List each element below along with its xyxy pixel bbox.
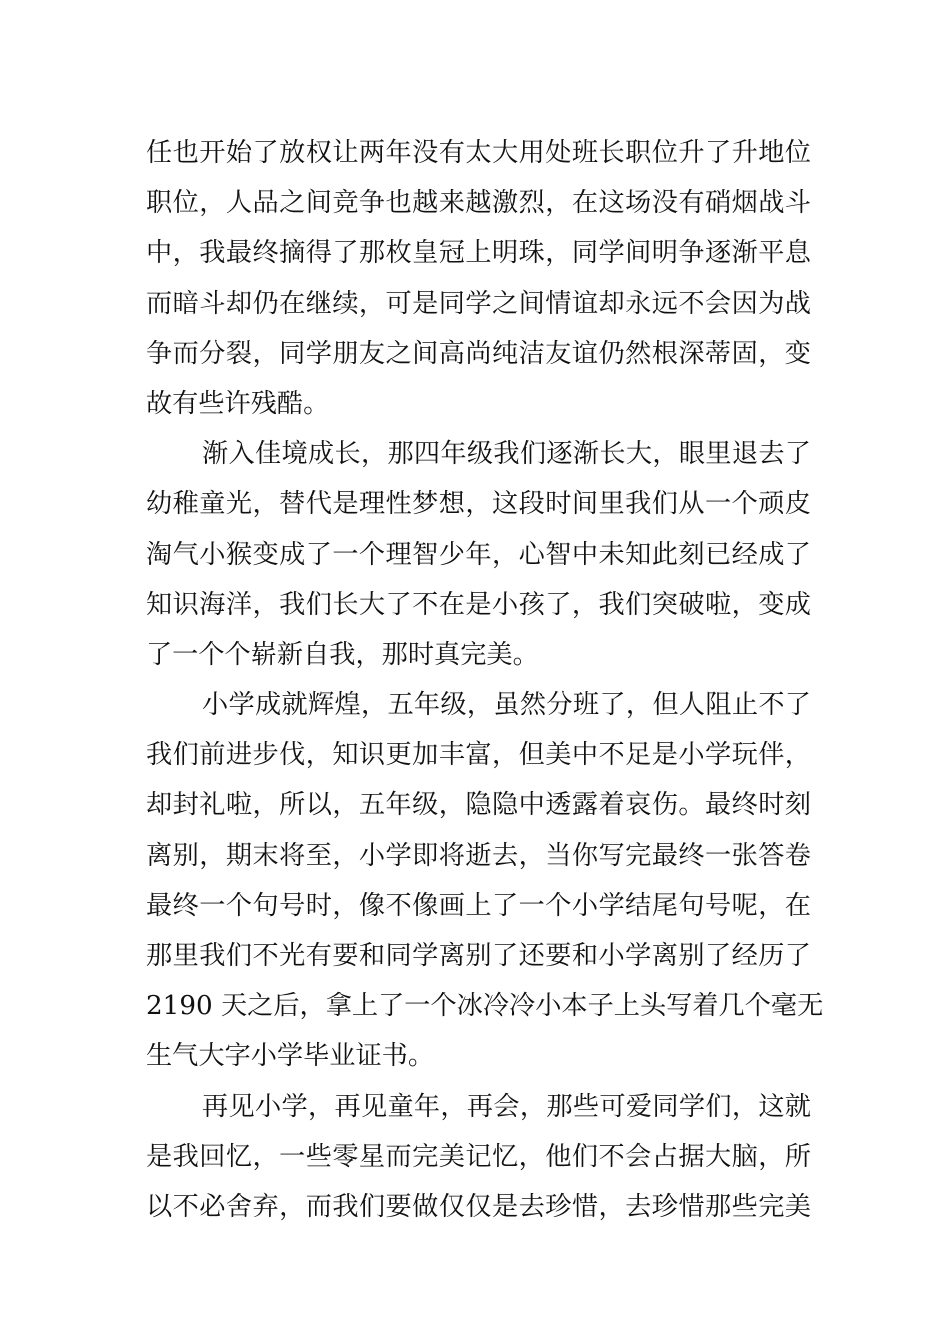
paragraph-1	[146, 128, 811, 429]
text-line: 却封礼啦，所以，五年级，隐隐中透露着哀伤。最终时刻	[146, 790, 811, 821]
paragraph-4	[146, 1082, 811, 1233]
text-line: 淘气小猴变成了一个理智少年，心智中未知此刻已经成了	[146, 539, 811, 570]
text-line: 小学成就辉煌，五年级，虽然分班了，但人阻止不了	[202, 690, 811, 721]
text-line: 了一个个崭新自我，那时真完美。	[146, 639, 539, 670]
text-line: 以不必舍弃，而我们要做仅仅是去珍惜，去珍惜那些完美	[146, 1191, 811, 1222]
text-line: 我们前进步伐，知识更加丰富，但美中不足是小学玩伴，	[146, 740, 811, 771]
text-line: 2190 天之后，拿上了一个冰冷冷小本子上头写着几个毫无	[146, 991, 824, 1022]
paragraph-2	[146, 429, 811, 680]
text-line: 职位，人品之间竞争也越来越激烈，在这场没有硝烟战斗	[146, 188, 811, 219]
document-page	[146, 128, 824, 1232]
text-line: 知识海洋，我们长大了不在是小孩了，我们突破啦，变成	[146, 589, 811, 620]
paragraph-3	[146, 680, 824, 1082]
text-line: 离别，期末将至，小学即将逝去，当你写完最终一张答卷	[146, 840, 811, 871]
text-line: 任也开始了放权让两年没有太大用处班长职位升了升地位	[146, 138, 811, 168]
text-line: 渐入佳境成长，那四年级我们逐渐长大，眼里退去了	[202, 439, 811, 470]
text-line: 是我回忆，一些零星而完美记忆，他们不会占据大脑，所	[146, 1141, 811, 1172]
text-line: 争而分裂，同学朋友之间高尚纯洁友谊仍然根深蒂固，变	[146, 338, 811, 369]
text-line: 中，我最终摘得了那枚皇冠上明珠，同学间明争逐渐平息	[146, 238, 811, 269]
text-line: 那里我们不光有要和同学离别了还要和小学离别了经历了	[146, 941, 811, 971]
text-line: 幼稚童光，替代是理性梦想，这段时间里我们从一个顽皮	[146, 489, 811, 520]
text-line: 故有些许残酷。	[146, 388, 330, 419]
text-line: 再见小学，再见童年，再会，那些可爱同学们，这就	[202, 1091, 811, 1122]
text-line: 生气大字小学毕业证书。	[146, 1041, 435, 1072]
text-line: 最终一个句号时，像不像画上了一个小学结尾句号呢，在	[146, 890, 811, 921]
text-line: 而暗斗却仍在继续，可是同学之间情谊却永远不会因为战	[146, 288, 811, 319]
